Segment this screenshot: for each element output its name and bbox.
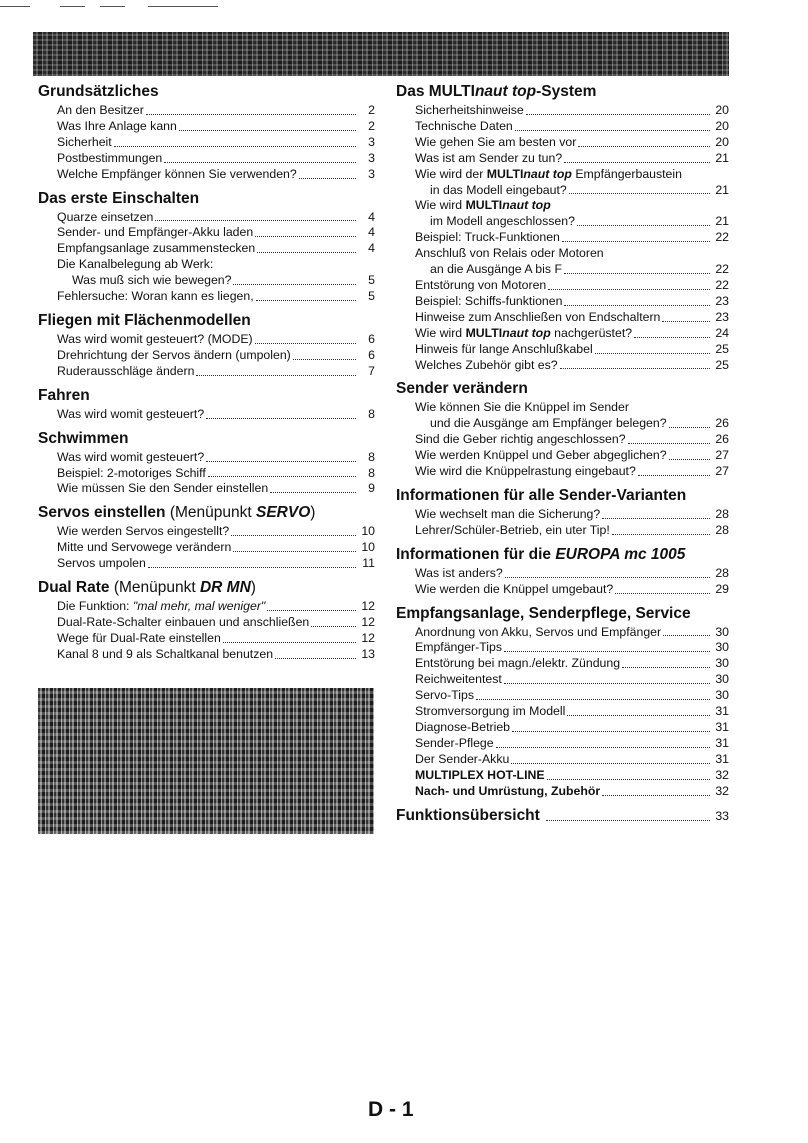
toc-entry[interactable]: Was Ihre Anlage kann 2 [57, 118, 375, 133]
top-edge-mark [100, 6, 125, 7]
obscured-scan-block [38, 688, 374, 834]
section-title: Sender verändern [396, 380, 528, 398]
toc-entry[interactable]: Was ist anders? 28 [415, 565, 729, 580]
toc-entry[interactable]: Empfangsanlage zusammenstecken 4 [57, 241, 375, 256]
toc-entry[interactable]: Beispiel: Truck-Funktionen 22 [415, 230, 729, 245]
toc-entry[interactable]: Wie werden Servos eingestellt? 10 [57, 524, 375, 539]
toc-entry[interactable]: Kanal 8 und 9 als Schaltkanal benutzen 13 [57, 646, 375, 661]
toc-section-dual-rate [38, 578, 375, 663]
header-banner [33, 32, 729, 76]
toc-entry[interactable]: Mitte und Servowege verändern 10 [57, 540, 375, 555]
toc-entry[interactable]: Sender-Pflege 31 [415, 735, 729, 750]
toc-left-column [38, 82, 375, 669]
toc-entry[interactable]: Entstörung bei magn./elektr. Zündung 30 [415, 656, 729, 671]
toc-entry[interactable]: an die Ausgänge A bis F 22 [430, 262, 729, 277]
toc-entry[interactable]: Diagnose-Betrieb 31 [415, 720, 729, 734]
toc-entry[interactable]: Welches Zubehör gibt es? 25 [415, 357, 729, 372]
section-title: Schwimmen [38, 429, 129, 447]
toc-section-service [396, 604, 729, 800]
toc-entry[interactable]: Stromversorgung im Modell 31 [415, 704, 729, 719]
toc-entry[interactable]: Drehrichtung der Servos ändern (umpolen) 6 [57, 347, 375, 362]
section-title: Dual Rate (Menüpunkt DR MN) [38, 579, 256, 597]
toc-entry[interactable]: in das Modell eingebaut? 21 [430, 182, 729, 197]
toc-section-servos [38, 503, 375, 572]
toc-entry[interactable]: Empfänger-Tips 30 [415, 640, 729, 655]
toc-section-info-all [396, 486, 729, 539]
toc-entry[interactable]: Die Funktion: "mal mehr, mal weniger" 12 [57, 599, 375, 614]
toc-section-erste-einschalten [38, 189, 375, 305]
toc-entry[interactable]: Fehlersuche: Woran kann es liegen, 5 [57, 289, 375, 304]
toc-section-multinaut-system [396, 82, 729, 373]
toc-entry[interactable]: Ruderausschläge ändern 7 [57, 363, 375, 378]
toc-entry[interactable]: Sender- und Empfänger-Akku laden 4 [57, 225, 375, 240]
toc-entry[interactable]: Lehrer/Schüler-Betrieb, ein uter Tip! 28 [415, 522, 729, 537]
toc-section-sender-veraendern [396, 379, 729, 480]
toc-entry[interactable]: Wie werden Knüppel und Geber abgeglichen? 27 [415, 448, 729, 463]
section-title: Das erste Einschalten [38, 189, 200, 207]
toc-entry[interactable]: Postbestimmungen 3 [57, 150, 375, 165]
section-title: Informationen für die EUROPA mc 1005 [396, 545, 686, 563]
toc-entry[interactable]: Quarze einsetzen 4 [57, 209, 375, 224]
toc-entry[interactable]: Reichweitentest 30 [415, 672, 729, 687]
toc-entry[interactable]: Sind die Geber richtig angeschlossen? 26 [415, 432, 729, 447]
toc-entry[interactable]: im Modell angeschlossen? 21 [430, 214, 729, 229]
toc-entry[interactable]: Hinweise zum Anschließen von Endschaltern 23 [415, 309, 729, 324]
toc-entry[interactable]: Hinweis für lange Anschlußkabel 25 [415, 341, 729, 356]
toc-entry[interactable]: Wie gehen Sie am besten vor 20 [415, 134, 729, 149]
toc-entry[interactable]: Was muß sich wie bewegen? 5 [72, 273, 375, 288]
toc-entry[interactable]: Servo-Tips 30 [415, 688, 729, 703]
section-title: Informationen für alle Sender-Varianten [396, 486, 687, 504]
toc-entry[interactable]: Anordnung von Akku, Servos und Empfänger 30 [415, 624, 729, 639]
toc-entry[interactable]: Wie wird die Knüppelrastung eingebaut? 27 [415, 464, 729, 479]
top-edge-mark [60, 6, 85, 7]
section-title: Fliegen mit Flächenmodellen [38, 311, 251, 329]
toc-entry[interactable]: Sicherheitshinweise 20 [415, 103, 729, 117]
section-title: Fahren [38, 386, 90, 404]
toc-entry[interactable]: Wie wird MULTInaut top nachgerüstet? 24 [415, 325, 729, 340]
toc-entry[interactable]: und die Ausgänge am Empfänger belegen? 26 [430, 416, 729, 431]
toc-entry[interactable]: Entstörung von Motoren 22 [415, 277, 729, 292]
section-title: Das MULTInaut top-System [396, 83, 597, 100]
page-number: D - 1 [368, 1098, 414, 1121]
toc-section-schwimmen [38, 429, 375, 498]
toc-entry[interactable]: Was wird womit gesteuert? 8 [57, 406, 375, 421]
toc-entry[interactable]: Was wird womit gesteuert? 8 [57, 449, 375, 464]
toc-entry-zubehoer[interactable]: Nach- und Umrüstung, Zubehör 32 [415, 783, 729, 798]
toc-entry-funktionsuebersicht[interactable]: Funktionsübersicht 33 [396, 806, 729, 824]
toc-entry-heading-line: Wie wird MULTInaut top [415, 198, 551, 213]
toc-entry-heading-line: Die Kanalbelegung ab Werk: [57, 257, 214, 272]
toc-entry[interactable]: Sicherheit 3 [57, 134, 375, 149]
top-edge-mark [148, 6, 218, 7]
toc-entry[interactable]: Was ist am Sender zu tun? 21 [415, 150, 729, 165]
section-title: Servos einstellen (Menüpunkt SERVO) [38, 504, 316, 522]
toc-right-column [396, 82, 729, 826]
toc-section-grundsaetzliches [38, 82, 375, 183]
toc-entry-hotline[interactable]: MULTIPLEX HOT-LINE 32 [415, 767, 729, 782]
section-title: Grundsätzliches [38, 83, 159, 100]
toc-entry[interactable]: Wie wechselt man die Sicherung? 28 [415, 506, 729, 521]
toc-section-flaechenmodelle [38, 311, 375, 380]
toc-entry[interactable]: Dual-Rate-Schalter einbauen und anschließen 12 [57, 614, 375, 629]
toc-section-info-europa [396, 545, 729, 598]
toc-entry[interactable]: Servos umpolen 11 [57, 556, 375, 571]
toc-entry[interactable]: Was wird womit gesteuert? (MODE) 6 [57, 331, 375, 346]
toc-entry[interactable]: Beispiel: Schiffs-funktionen 23 [415, 293, 729, 308]
toc-entry-heading-line: Wie können Sie die Knüppel im Sender [415, 400, 629, 415]
toc-entry[interactable]: Wie müssen Sie den Sender einstellen 9 [57, 481, 375, 496]
toc-entry[interactable]: Welche Empfänger können Sie verwenden? 3 [57, 166, 375, 181]
top-edge-mark [0, 6, 30, 7]
toc-entry-heading-line: Wie wird der MULTInaut top Empfängerbaustein [415, 166, 682, 181]
toc-entry[interactable]: An den Besitzer 2 [57, 103, 375, 117]
toc-entry[interactable]: Beispiel: 2-motoriges Schiff 8 [57, 465, 375, 480]
toc-entry[interactable]: Wege für Dual-Rate einstellen 12 [57, 630, 375, 645]
toc-section-fahren [38, 386, 375, 423]
section-title: Empfangsanlage, Senderpflege, Service [396, 604, 691, 622]
toc-entry-heading-line: Anschluß von Relais oder Motoren [415, 246, 604, 261]
toc-entry[interactable]: Der Sender-Akku 31 [415, 751, 729, 766]
toc-entry[interactable]: Wie werden die Knüppel umgebaut? 29 [415, 581, 729, 596]
toc-entry[interactable]: Technische Daten 20 [415, 118, 729, 133]
